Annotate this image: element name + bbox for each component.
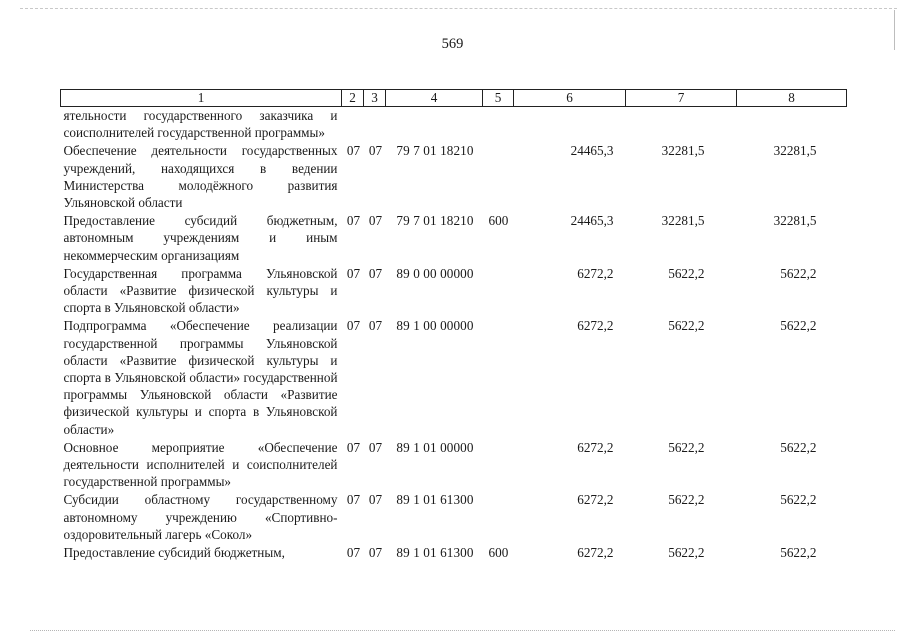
row-value-col8: 32281,5 — [773, 213, 817, 229]
row-value-col8: 32281,5 — [773, 143, 817, 159]
page-number: 569 — [441, 36, 464, 52]
row-name: Основное мероприятие «Обеспечение деятельности исполнителей и соисполнителей государственной программы» — [63, 439, 338, 490]
row-expense-type: 600 — [488, 545, 509, 561]
row-value-col7: 32281,5 — [661, 143, 705, 159]
row-subsection: 07 — [368, 318, 383, 334]
row-value-col7: 5622,2 — [668, 265, 705, 281]
row-expense-type — [483, 316, 514, 437]
header-col-3: 3 — [364, 90, 386, 107]
row-target-code: 79 7 01 18210 — [396, 213, 474, 229]
row-value-col7: 5622,2 — [668, 439, 705, 455]
row-value-col7: 5622,2 — [668, 545, 705, 561]
row-section: 07 — [346, 265, 361, 281]
scan-edge-top — [20, 8, 897, 9]
row-value-col8: 5622,2 — [780, 492, 817, 508]
row-subsection: 07 — [368, 143, 383, 159]
row-value-col6: 24465,3 — [570, 143, 614, 159]
row-subsection: 07 — [368, 545, 383, 561]
row-expense-type — [483, 438, 514, 491]
row-subsection: 07 — [368, 213, 383, 229]
table-row — [61, 211, 847, 264]
header-col-1: 1 — [61, 90, 342, 107]
row-value-col6: 6272,2 — [577, 492, 614, 508]
header-col-2: 2 — [342, 90, 364, 107]
header-col-4: 4 — [386, 90, 483, 107]
row-value-col7 — [626, 107, 737, 142]
row-value-col6: 6272,2 — [577, 439, 614, 455]
row-subsection: 07 — [368, 439, 383, 455]
row-value-col8: 5622,2 — [780, 265, 817, 281]
row-expense-type — [483, 264, 514, 317]
row-section: 07 — [346, 439, 361, 455]
row-target-code: 89 1 01 61300 — [396, 545, 474, 561]
row-subsection: 07 — [368, 492, 383, 508]
row-section: 07 — [346, 213, 361, 229]
row-name: Предоставление субсидий бюджетным, — [63, 545, 285, 561]
row-expense-type — [483, 107, 514, 142]
row-value-col8: 5622,2 — [780, 545, 817, 561]
row-name: Обеспечение деятельности государственных учреждений, находящихся в ведении Министерства молодёжного развития Ульяновской области — [63, 143, 338, 211]
row-value-col6: 6272,2 — [577, 265, 614, 281]
row-subsection: 07 — [368, 265, 383, 281]
row-expense-type — [483, 141, 514, 211]
row-expense-type: 600 — [488, 213, 509, 229]
table-row — [61, 438, 847, 491]
row-value-col6: 24465,3 — [570, 213, 614, 229]
row-value-col6: 6272,2 — [577, 545, 614, 561]
row-target-code: 89 1 01 00000 — [396, 439, 474, 455]
table-row — [61, 141, 847, 211]
row-value-col8: 5622,2 — [780, 318, 817, 334]
row-value-col7: 32281,5 — [661, 213, 705, 229]
table-header-row — [61, 90, 847, 107]
row-value-col6: 6272,2 — [577, 318, 614, 334]
row-value-col8 — [737, 107, 847, 142]
table-row — [61, 543, 847, 561]
row-value-col6 — [514, 107, 626, 142]
row-section: 07 — [346, 318, 361, 334]
row-subsection — [364, 107, 386, 142]
row-section: 07 — [346, 545, 361, 561]
table-row — [61, 490, 847, 543]
row-name: ятельности государственного заказчика и соисполнителей государственной программы» — [63, 108, 338, 141]
row-name: Подпрограмма «Обеспечение реализации государственной программы Ульяновской области «Развитие физической культуры и спорта в Ульяновской области» государственной программы Ульяновской области «Развитие физической культуры и спорта в Ульяновской области» — [63, 318, 338, 437]
scan-edge-bottom — [30, 630, 895, 631]
header-col-7: 7 — [626, 90, 737, 107]
table-row — [61, 316, 847, 437]
row-target-code — [386, 107, 483, 142]
row-value-col8: 5622,2 — [780, 439, 817, 455]
row-target-code: 89 1 01 61300 — [396, 492, 474, 508]
table-row — [61, 264, 847, 317]
row-name: Субсидии областному государственному автономному учреждению «Спортивно-оздоровительный лагерь «Сокол» — [63, 492, 338, 542]
row-section — [342, 107, 364, 142]
row-section: 07 — [346, 492, 361, 508]
row-target-code: 89 1 00 00000 — [396, 318, 474, 334]
table-row — [61, 107, 847, 142]
row-value-col7: 5622,2 — [668, 492, 705, 508]
budget-table — [60, 89, 847, 561]
row-target-code: 79 7 01 18210 — [396, 143, 474, 159]
row-name: Предоставление субсидий бюджетным, автономным учреждениям и иным некоммерческим организациям — [63, 213, 338, 263]
header-col-6: 6 — [514, 90, 626, 107]
row-name: Государственная программа Ульяновской области «Развитие физической культуры и спорта в Ульяновской области» — [63, 265, 338, 316]
row-section: 07 — [346, 143, 361, 159]
row-value-col7: 5622,2 — [668, 318, 705, 334]
header-col-8: 8 — [737, 90, 847, 107]
header-col-5: 5 — [483, 90, 514, 107]
row-target-code: 89 0 00 00000 — [396, 265, 474, 281]
row-expense-type — [483, 490, 514, 543]
